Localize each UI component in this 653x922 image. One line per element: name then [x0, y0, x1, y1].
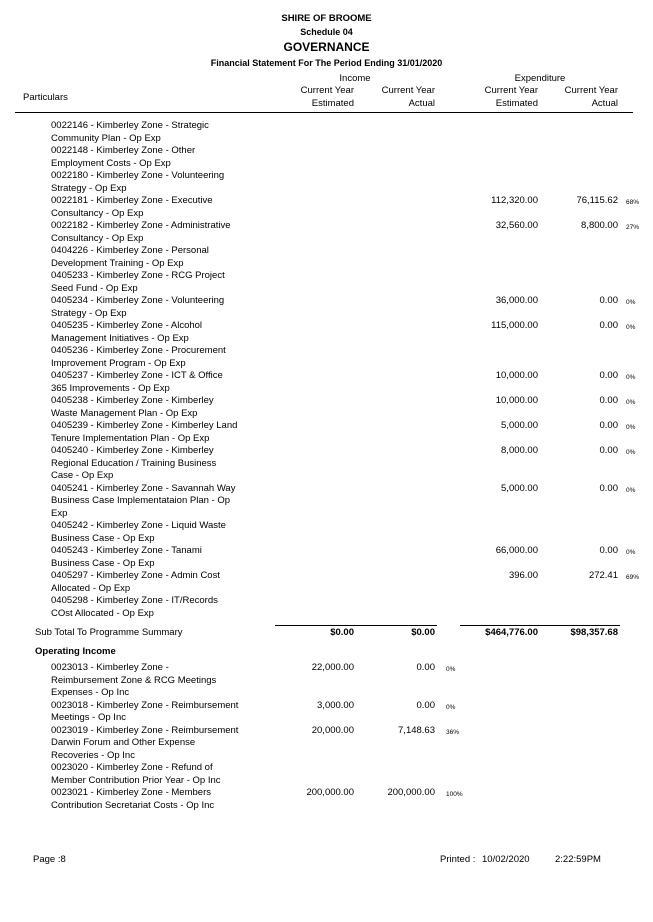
income-rows	[0, 662, 653, 812]
description-line: 0023020 - Kimberley Zone - Refund of	[51, 762, 213, 773]
description-line: 0405239 - Kimberley Zone - Kimberley Land	[51, 420, 238, 431]
income-percent: 0%	[446, 703, 456, 711]
description-line: 0023018 - Kimberley Zone - Reimbursement	[51, 699, 239, 711]
description-line: Waste Management Plan - Op Exp	[51, 407, 198, 419]
description-line: 0022146 - Kimberley Zone - Strategic	[51, 120, 209, 131]
header-rule	[15, 112, 633, 113]
table-row	[0, 725, 653, 763]
table-row	[0, 700, 653, 725]
expense-actual-value: 76,115.62	[576, 195, 618, 206]
expense-actual-value: 8,800.00	[581, 220, 618, 231]
table-row	[0, 170, 653, 195]
income-estimated-value: 22,000.00	[311, 662, 354, 673]
income-act-line2: Actual	[408, 98, 435, 109]
description-line: 0405236 - Kimberley Zone - Procurement	[51, 345, 226, 356]
particulars-heading: Particulars	[23, 92, 68, 103]
expense-percent: 0%	[626, 449, 636, 456]
row-description	[51, 445, 251, 483]
table-row	[0, 445, 653, 483]
income-est-line1: Current Year	[300, 85, 354, 96]
subtotal-expense-estimated: $464,776.00	[485, 627, 538, 638]
table-row	[0, 245, 653, 270]
income-percent: 36%	[446, 728, 460, 736]
expenditure-heading: Expenditure	[514, 73, 566, 84]
table-row	[0, 762, 653, 787]
description-line: Allocated - Op Exp	[51, 582, 131, 594]
income-percent: 100%	[446, 791, 463, 798]
expenditure-actual-heading	[518, 84, 618, 110]
expense-estimated-value: 32,560.00	[495, 220, 538, 231]
description-line: 0022181 - Kimberley Zone - Executive	[51, 195, 213, 206]
description-line: 0405243 - Kimberley Zone - Tanami	[51, 545, 202, 556]
description-line: Management Initiatives - Op Exp	[51, 332, 189, 344]
table-row	[0, 195, 653, 220]
description-line: Recoveries - Op Inc	[51, 749, 135, 761]
expense-subtotal-rule	[460, 625, 620, 626]
row-description	[51, 662, 251, 700]
description-line: 0405297 - Kimberley Zone - Admin Cost	[51, 570, 220, 581]
description-line: Case - Op Exp	[51, 470, 114, 481]
income-subtotal-rule	[275, 625, 437, 626]
description-line: Darwin Forum and Other Expense	[51, 737, 196, 748]
expense-percent: 0%	[626, 374, 636, 381]
table-row	[0, 570, 653, 595]
table-row	[0, 662, 653, 700]
description-line: 0405234 - Kimberley Zone - Volunteering	[51, 295, 225, 306]
description-line: Development Training - Op Exp	[51, 257, 184, 269]
row-description	[51, 295, 251, 320]
schedule-number: Schedule 04	[300, 27, 353, 37]
expense-percent: 69%	[626, 574, 640, 581]
description-line: Strategy - Op Exp	[51, 307, 127, 319]
printed-time: 2:22:59PM	[555, 854, 601, 865]
expense-percent: 68%	[626, 199, 640, 206]
description-line: 0022148 - Kimberley Zone - Other	[51, 145, 196, 156]
expense-actual-value: 0.00	[599, 395, 618, 406]
subtotal-income-actual: $0.00	[411, 627, 435, 638]
description-line: Business Case - Op Exp	[51, 532, 155, 544]
expense-estimated-value: 112,320.00	[491, 195, 538, 206]
description-line: Reimbursement Zone & RCG Meetings	[51, 674, 217, 686]
exp-est-line2: Estimated	[495, 98, 538, 109]
expense-percent: 0%	[626, 549, 636, 556]
org-name: SHIRE OF BROOME	[281, 13, 372, 24]
row-description	[51, 345, 251, 370]
row-description	[51, 170, 251, 195]
expense-percent: 0%	[626, 424, 636, 431]
table-row	[0, 295, 653, 320]
exp-est-line1: Current Year	[484, 85, 538, 96]
description-line: 0405240 - Kimberley Zone - Kimberley	[51, 445, 214, 456]
description-line: Seed Fund - Op Exp	[51, 282, 138, 294]
printed-label: Printed :	[440, 854, 476, 865]
expense-estimated-value: 10,000.00	[495, 370, 538, 381]
row-description	[51, 320, 251, 345]
description-line: 365 Improvements - Op Exp	[51, 382, 170, 394]
table-row	[0, 545, 653, 570]
row-description	[51, 220, 251, 245]
row-description	[51, 725, 251, 763]
table-row	[0, 370, 653, 395]
expense-estimated-value: 66,000.00	[495, 545, 538, 556]
description-line: 0022182 - Kimberley Zone - Administrative	[51, 220, 231, 231]
description-line: 0405233 - Kimberley Zone - RCG Project	[51, 270, 225, 281]
income-act-line1: Current Year	[381, 85, 435, 96]
exp-act-line2: Actual	[591, 98, 618, 109]
row-description	[51, 570, 251, 595]
table-row	[0, 787, 653, 812]
expense-estimated-value: 5,000.00	[501, 420, 538, 431]
table-row	[0, 320, 653, 345]
description-line: Contribution Secretariat Costs - Op Inc	[51, 799, 215, 811]
description-line: 0405298 - Kimberley Zone - IT/Records	[51, 595, 218, 606]
operating-income-heading: Operating Income	[35, 646, 116, 657]
row-description	[51, 120, 251, 145]
expense-percent: 0%	[626, 324, 636, 331]
expense-estimated-value: 115,000.00	[491, 320, 538, 331]
description-line: 0023021 - Kimberley Zone - Members	[51, 787, 211, 798]
income-actual-heading	[335, 84, 435, 110]
expense-actual-value: 0.00	[599, 482, 618, 494]
expense-actual-value: 0.00	[599, 420, 618, 431]
description-line: Strategy - Op Exp	[51, 182, 127, 194]
description-line: Improvement Program - Op Exp	[51, 357, 186, 369]
description-line: 0023019 - Kimberley Zone - Reimbursement	[51, 724, 239, 736]
expense-actual-value: 0.00	[599, 545, 618, 556]
table-row	[0, 270, 653, 295]
row-description	[51, 595, 251, 620]
description-line: 0405241 - Kimberley Zone - Savannah Way	[51, 482, 236, 494]
description-line: 0405235 - Kimberley Zone - Alcohol	[51, 320, 203, 331]
description-line: COst Allocated - Op Exp	[51, 607, 154, 619]
row-description	[51, 762, 251, 787]
description-line: Tenure Implementation Plan - Op Exp	[51, 432, 210, 444]
description-line: Regional Education / Training Business	[51, 457, 217, 469]
table-row	[0, 145, 653, 170]
expense-actual-value: 0.00	[599, 445, 618, 456]
description-line: Expenses - Op Inc	[51, 687, 130, 698]
row-description	[51, 370, 251, 395]
row-description	[51, 270, 251, 295]
row-description	[51, 520, 251, 545]
expense-percent: 0%	[626, 299, 636, 306]
expense-actual-value: 272.41	[588, 570, 618, 581]
row-description	[51, 483, 251, 521]
expense-percent: 27%	[626, 224, 640, 231]
expense-actual-value: 0.00	[599, 320, 618, 331]
table-row	[0, 220, 653, 245]
expense-estimated-value: 10,000.00	[495, 395, 538, 406]
exp-act-line1: Current Year	[564, 85, 618, 96]
subtotal-label: Sub Total To Programme Summary	[35, 627, 183, 638]
row-description	[51, 787, 251, 812]
subtotal-income-estimated: $0.00	[330, 627, 354, 638]
description-line: Business Case - Op Exp	[51, 557, 155, 569]
table-row	[0, 483, 653, 521]
description-line: Meetings - Op Inc	[51, 712, 126, 723]
expense-percent: 0%	[626, 486, 636, 494]
table-row	[0, 120, 653, 145]
income-heading: Income	[339, 73, 371, 84]
description-line: 0405242 - Kimberley Zone - Liquid Waste	[51, 520, 226, 531]
description-line: 0023013 - Kimberley Zone -	[51, 662, 169, 673]
description-line: 0404226 - Kimberley Zone - Personal	[51, 245, 209, 256]
income-actual-value: 0.00	[416, 699, 435, 711]
income-actual-value: 200,000.00	[387, 787, 435, 798]
row-description	[51, 195, 251, 220]
expense-estimated-value: 8,000.00	[501, 445, 538, 456]
table-row	[0, 345, 653, 370]
income-actual-value: 7,148.63	[398, 724, 435, 736]
expense-estimated-value: 5,000.00	[501, 482, 538, 494]
printed-date: 10/02/2020	[482, 854, 530, 865]
row-description	[51, 395, 251, 420]
expense-actual-value: 0.00	[599, 370, 618, 381]
description-line: Employment Costs - Op Exp	[51, 157, 171, 169]
description-line: Consultancy - Op Exp	[51, 232, 144, 244]
expense-actual-value: 0.00	[599, 295, 618, 306]
description-line: Member Contribution Prior Year - Op Inc	[51, 774, 221, 786]
expense-percent: 0%	[626, 399, 636, 406]
description-line: Community Plan - Op Exp	[51, 132, 161, 144]
row-description	[51, 545, 251, 570]
income-estimated-value: 3,000.00	[317, 699, 354, 711]
income-est-line2: Estimated	[311, 98, 354, 109]
period-title: Financial Statement For The Period Ending 31/01/2020	[210, 58, 443, 68]
table-row	[0, 420, 653, 445]
table-row	[0, 395, 653, 420]
expense-estimated-value: 396.00	[508, 570, 538, 581]
income-estimated-value: 200,000.00	[306, 787, 354, 798]
row-description	[51, 245, 251, 270]
description-line: Exp	[51, 507, 68, 519]
page-number: Page :8	[33, 854, 66, 865]
description-line: Consultancy - Op Exp	[51, 207, 144, 219]
row-description	[51, 420, 251, 445]
row-description	[51, 145, 251, 170]
section-title: GOVERNANCE	[283, 40, 370, 54]
income-actual-value: 0.00	[416, 662, 435, 673]
description-line: 0405238 - Kimberley Zone - Kimberley	[51, 395, 214, 406]
income-percent: 0%	[446, 666, 456, 673]
row-description	[51, 700, 251, 725]
subtotal-expense-actual: $98,357.68	[570, 627, 618, 638]
expense-estimated-value: 36,000.00	[495, 295, 538, 306]
table-row	[0, 520, 653, 545]
description-line: 0022180 - Kimberley Zone - Volunteering	[51, 170, 225, 181]
description-line: 0405237 - Kimberley Zone - ICT & Office	[51, 370, 223, 381]
income-estimated-value: 20,000.00	[311, 724, 354, 736]
description-line: Business Case Implementataion Plan - Op	[51, 495, 231, 506]
expense-rows	[0, 120, 653, 620]
table-row	[0, 595, 653, 620]
